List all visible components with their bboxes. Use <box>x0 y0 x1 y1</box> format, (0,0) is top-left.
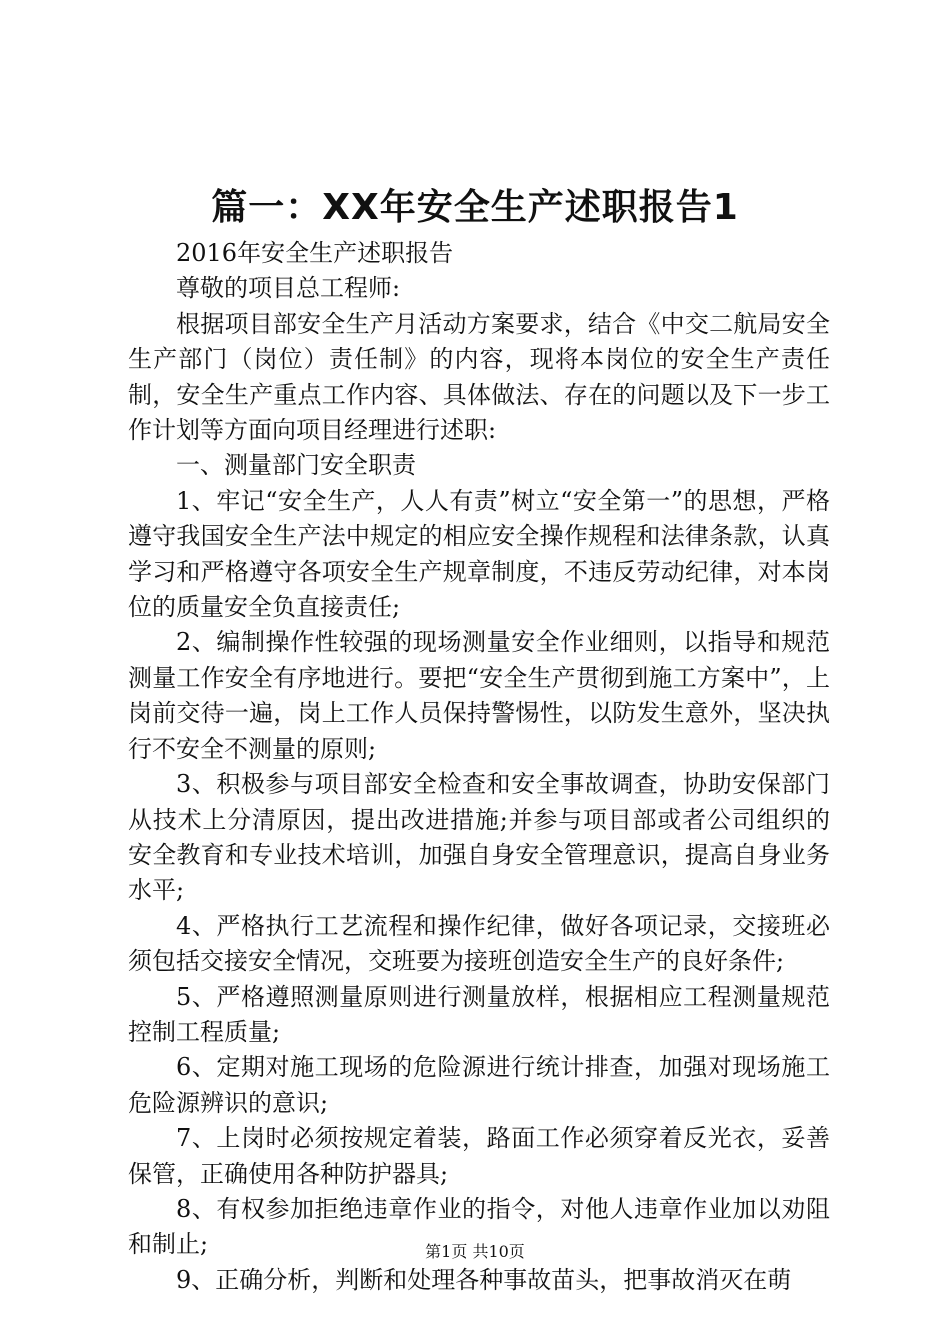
paragraph-report-heading: 2016年安全生产述职报告 <box>176 239 454 267</box>
paragraph-item-2: 2、编制操作性较强的现场测量安全作业细则，以指导和规范测量工作安全有序地进行。要把“安全生产贯彻到施工方案中”，上岗前交待一遍，岗上工作人员保持警惕性，以防发生意外，坚决执行不安全不测量的原则; <box>128 628 830 763</box>
page-number-footer: 第1页 共10页 <box>425 1242 525 1261</box>
paragraph-item-9: 9、正确分析，判断和处理各种事故苗头，把事故消灭在萌 <box>176 1265 792 1294</box>
paragraph-salutation: 尊敬的项目总工程师: <box>176 274 401 303</box>
section-heading-survey-duties: 一、测量部门安全职责 <box>176 451 416 480</box>
paragraph-item-4: 4、严格执行工艺流程和操作纪律，做好各项记录，交接班必须包括交接安全情况，交班要为接班创造安全生产的良好条件; <box>128 911 830 976</box>
document-title: 篇一：XX年安全生产述职报告1 <box>211 187 739 228</box>
document-body <box>128 236 830 1298</box>
paragraph-item-7: 7、上岗时必须按规定着装，路面工作必须穿着反光衣，妥善保管，正确使用各种防护器具; <box>128 1124 830 1188</box>
paragraph-item-8: 8、有权参加拒绝违章作业的指令，对他人违章作业加以劝阻和制止; <box>128 1194 830 1259</box>
paragraph-intro: 根据项目部安全生产月活动方案要求，结合《中交二航局安全生产部门（岗位）责任制》的内容，现将本岗位的安全生产责任制，安全生产重点工作内容、具体做法、存在的问题以及下一步工作计划等方面向项目经理进行述职: <box>128 309 830 445</box>
paragraph-item-5: 5、严格遵照测量原则进行测量放样，根据相应工程测量规范控制工程质量; <box>128 982 830 1046</box>
paragraph-item-1: 1、牢记“安全生产，人人有责”树立“安全第一”的思想，严格遵守我国安全生产法中规定的相应安全操作规程和法律条款，认真学习和严格遵守各项安全生产规章制度，不违反劳动纪律，对本岗位的质量安全负直接责任; <box>128 486 830 622</box>
paragraph-item-3: 3、积极参与项目部安全检查和安全事故调查，协助安保部门从技术上分清原因，提出改进措施;并参与项目部或者公司组织的安全教育和专业技术培训，加强自身安全管理意识，提高自身业务水平; <box>128 770 830 905</box>
paragraph-item-6: 6、定期对施工现场的危险源进行统计排查，加强对现场施工危险源辨识的意识; <box>128 1053 830 1117</box>
